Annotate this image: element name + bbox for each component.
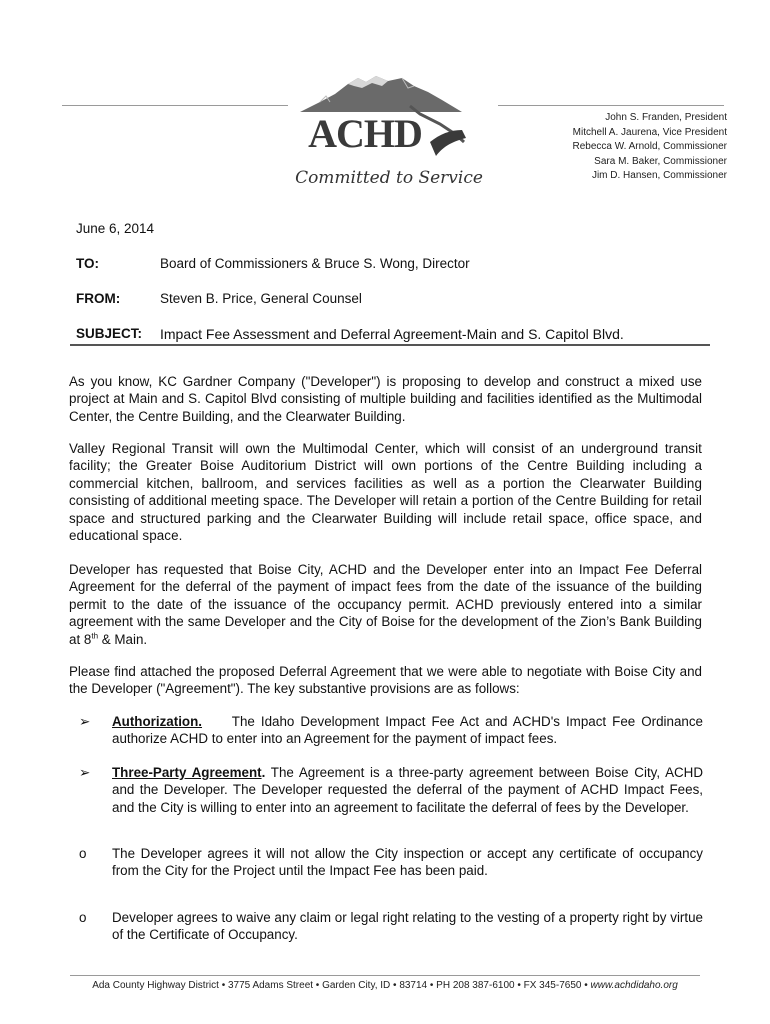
commissioner-name: Rebecca W. Arnold, Commissioner [572,141,727,153]
from-label: FROM: [76,291,121,306]
memo-date: June 6, 2014 [76,221,155,236]
body-paragraph-ownership: Valley Regional Transit will own the Multimodal Center, which will consist of an underground transit facility; the Greater Boise Auditorium District will own portions of the Centre Building including a commercial kitchen, ballroom, and services facilities as well as a portion the Clearwater Building consisting of additional meeting space. The Developer will retain a portion of the Centre Building for retail space and structured parking and the Clearwater Building will include retail space, office space, and educational space. [69,441,702,544]
subject-value: Impact Fee Assessment and Deferral Agreement-Main and S. Capitol Blvd. [160,326,624,342]
ordinal-suffix: th [91,631,99,641]
body-paragraph-request [69,561,702,648]
commissioner-name: Sara M. Baker, Commissioner [594,155,727,167]
request-text-end: & Main. [98,631,148,647]
subject-label: SUBJECT: [76,326,143,341]
to-label: TO: [76,256,99,271]
footer-address-text: Ada County Highway District • 3775 Adams Street • Garden City, ID • 83714 • PH 208 387-6100 • FX 345-7650 • [92,980,591,991]
provision-heading: Authorization. [112,714,203,729]
footer-divider [70,975,700,976]
commissioner-name: Jim D. Hansen, Commissioner [591,170,727,182]
circle-bullet-icon: o [79,846,87,861]
arrow-bullet-icon: ➢ [79,714,91,729]
body-paragraph-intro: As you know, KC Gardner Company ("Developer") is proposing to develop and construct a mixed use project at Main and S. Capitol Blvd consisting of multiple building and facilities identified as the Multimodal Center, the Centre Building, and the Clearwater Building. [69,374,702,424]
circle-bullet-icon: o [79,910,87,925]
body-paragraph-provisions: Please find attached the proposed Deferral Agreement that we were able to negotiate with Boise City and the Developer ("Agreement"). The key substantive provisions are as follows: [69,664,702,697]
provision-body: The Idaho Development Impact Fee Act and ACHD's Impact Fee Ordinance authorize ACHD to enter into an Agreement for the payment of impact fees. [112,714,707,747]
commissioner-name: John S. Franden, President [605,112,727,123]
commissioner-name: Mitchell A. Jaurena, Vice President [572,126,727,138]
provision-text [112,713,707,748]
footer-address [70,980,700,991]
footer-website-link[interactable]: www.achdidaho.org [590,980,678,991]
arrow-bullet-icon: ➢ [79,765,91,780]
request-text: Developer has requested that Boise City, ACHD and the Developer enter into an Impact Fee Deferral Agreement for the deferral of the payment of impact fees from the date of the issuance of the building permit to the date of the issuance of the occupancy permit. ACHD previously entered into a similar agreement with the same Developer and the City of Boise for the development of the Zion’s Bank Building at 8 [69,562,702,647]
from-value: Steven B. Price, General Counsel [160,291,362,306]
achd-logo [290,72,490,194]
logo-tagline: Committed to Service [295,168,483,188]
logo-text: ACHD [308,111,422,156]
commissioner-list [572,111,727,184]
provision-text [112,764,703,816]
subject-divider [70,344,710,346]
provision-body: Developer agrees to waive any claim or legal right relating to the vesting of a property right by virtue of the Certificate of Occupancy. [112,910,703,943]
letterhead-rule-right [498,105,724,106]
letterhead-rule-left [62,105,288,106]
provision-heading: Three-Party Agreement [112,765,262,780]
to-value: Board of Commissioners & Bruce S. Wong, Director [160,256,470,271]
provision-body: The Agreement is a three-party agreement between Boise City, ACHD and the Developer. The Developer requested the deferral of the payment of ACHD Impact Fees, and the City is willing to enter into an agreement to facilitate the deferral of fees by the Developer. [112,765,704,815]
provision-body: The Developer agrees it will not allow the City inspection or accept any certificate of occupancy from the City for the Project until the Impact Fee has been paid. [112,846,703,879]
provision-heading-period: . [261,765,266,780]
